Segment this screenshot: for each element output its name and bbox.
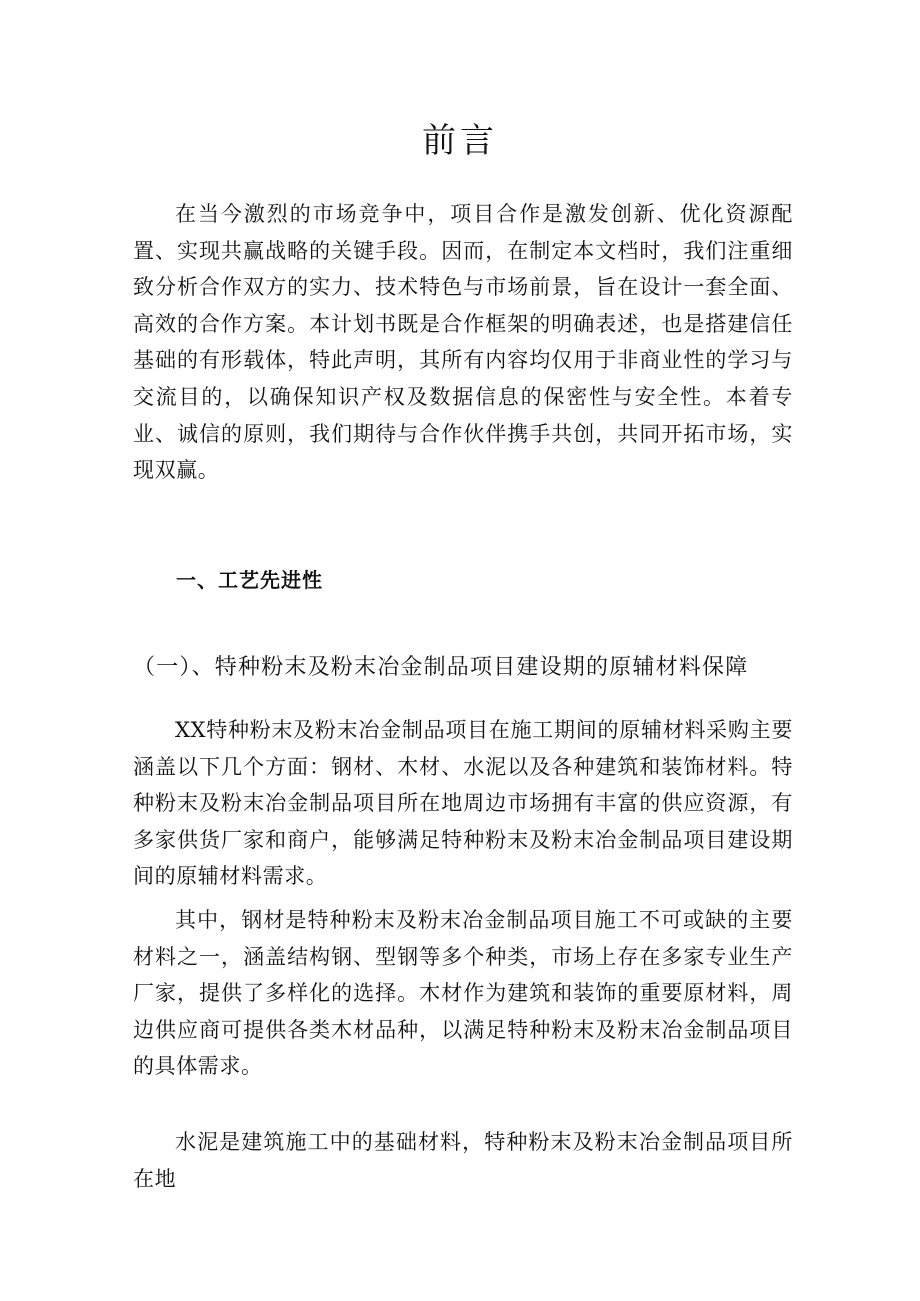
section-heading: 一、工艺先进性	[176, 568, 323, 592]
preface-paragraph: 在当今激烈的市场竞争中，项目合作是激发创新、优化资源配置、实现共赢战略的关键手段。因而，在制定本文档时，我们注重细致分析合作双方的实力、技术特色与市场前景，旨在设计一套全面、高效的合作方案。本计划书既是合作框架的明确表述，也是搭建信任基础的有形载体，特此声明，其所有内容均仅用于非商业性的学习与交流目的，以确保知识产权及数据信息的保密性与安全性。本着专业、诚信的原则，我们期待与合作伙伴携手共创，共同开拓市场，实现双赢。	[133, 202, 793, 483]
body-paragraph-cement: 水泥是建筑施工中的基础材料，特种粉末及粉末冶金制品项目所在地	[133, 1130, 793, 1191]
page-title: 前言	[422, 121, 498, 161]
body-paragraph-materials: XX特种粉末及粉末冶金制品项目在施工期间的原辅材料采购主要涵盖以下几个方面：钢材、木材、水泥以及各种建筑和装饰材料。特种粉末及粉末冶金制品项目所在地周边市场拥有丰富的供应资源，有多家供货厂家和商户，能够满足特种粉末及粉末冶金制品项目建设期间的原辅材料需求。	[133, 718, 793, 889]
body-paragraph-steel-wood: 其中，钢材是特种粉末及粉末冶金制品项目施工不可或缺的主要材料之一，涵盖结构钢、型钢等多个种类，市场上存在多家专业生产厂家，提供了多样化的选择。木材作为建筑和装饰的重要原材料，周边供应商可提供各类木材品种，以满足特种粉末及粉末冶金制品项目的具体需求。	[133, 908, 793, 1079]
subsection-heading: （一）、特种粉末及粉末冶金制品项目建设期的原辅材料保障	[133, 655, 749, 680]
